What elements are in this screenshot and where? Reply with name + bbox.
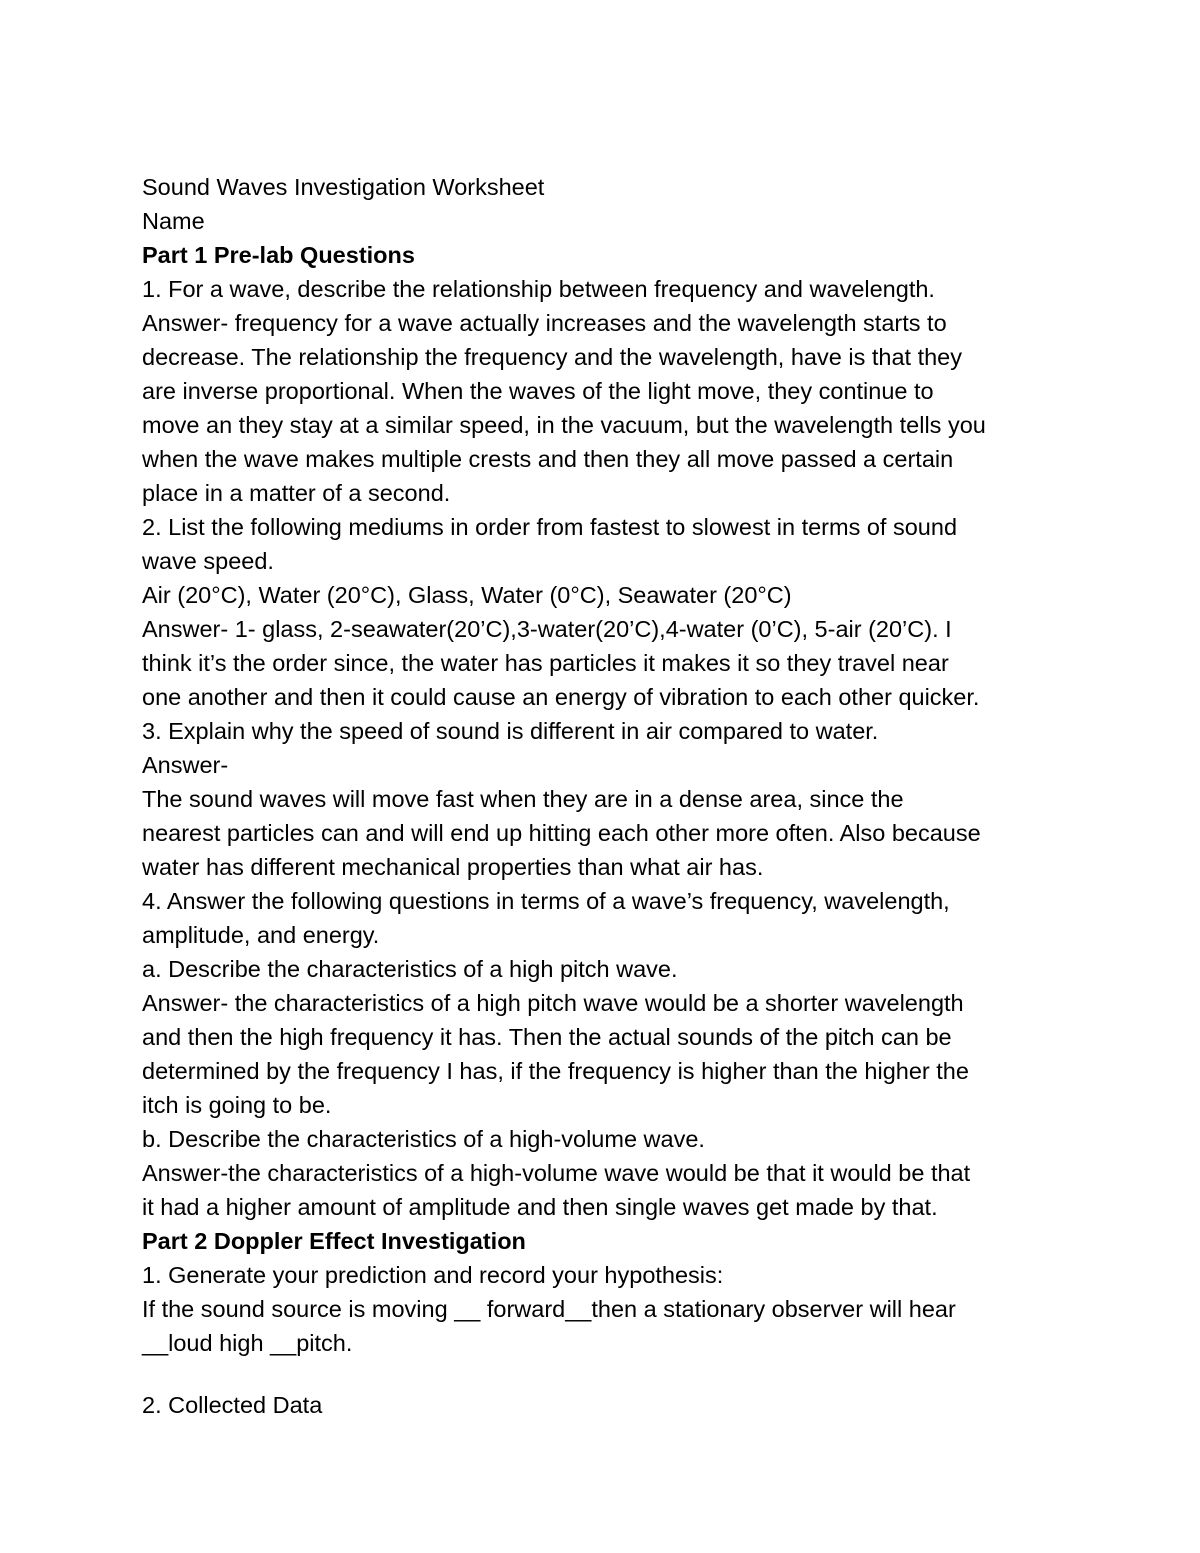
name-label: Name <box>142 208 205 234</box>
part1-line: Answer- <box>142 752 229 778</box>
part1-line: one another and then it could cause an energy of vibration to each other quicker. <box>142 684 980 710</box>
part1-heading: Part 1 Pre-lab Questions <box>142 242 415 268</box>
part1-line: Answer- frequency for a wave actually increases and the wavelength starts to <box>142 310 947 336</box>
part1-line: move an they stay at a similar speed, in the vacuum, but the wavelength tells you <box>142 412 986 438</box>
part1-line: 3. Explain why the speed of sound is different in air compared to water. <box>142 718 879 744</box>
part1-line: nearest particles can and will end up hitting each other more often. Also because <box>142 820 981 846</box>
part2-line: __loud high __pitch. <box>142 1330 353 1356</box>
part1-line: are inverse proportional. When the waves of the light move, they continue to <box>142 378 934 404</box>
part1-line: place in a matter of a second. <box>142 480 451 506</box>
part1-line: itch is going to be. <box>142 1092 332 1118</box>
part1-line: determined by the frequency I has, if the frequency is higher than the higher the <box>142 1058 969 1084</box>
part1-line: wave speed. <box>142 548 274 574</box>
spacer <box>142 1360 1072 1388</box>
part2-line: 1. Generate your prediction and record your hypothesis: <box>142 1262 724 1288</box>
part1-line: The sound waves will move fast when they are in a dense area, since the <box>142 786 904 812</box>
part1-line: when the wave makes multiple crests and then they all move passed a certain <box>142 446 954 472</box>
part1-line: amplitude, and energy. <box>142 922 380 948</box>
part1-line: b. Describe the characteristics of a high-volume wave. <box>142 1126 705 1152</box>
part1-line: decrease. The relationship the frequency and the wavelength, have is that they <box>142 344 962 370</box>
part1-line: a. Describe the characteristics of a high pitch wave. <box>142 956 678 982</box>
part1-line: Answer- 1- glass, 2-seawater(20’C),3-water(20’C),4-water (0’C), 5-air (20’C). I <box>142 616 952 642</box>
part1-line: Answer-the characteristics of a high-volume wave would be that it would be that <box>142 1160 971 1186</box>
part1-line: and then the high frequency it has. Then the actual sounds of the pitch can be <box>142 1024 952 1050</box>
part1-line: Answer- the characteristics of a high pitch wave would be a shorter wavelength <box>142 990 964 1016</box>
document-body <box>142 170 1072 1422</box>
document-title: Sound Waves Investigation Worksheet <box>142 174 545 200</box>
part1-line: 1. For a wave, describe the relationship between frequency and wavelength. <box>142 276 935 302</box>
collected-data-heading: 2. Collected Data <box>142 1392 323 1418</box>
part1-line: water has different mechanical properties than what air has. <box>142 854 764 880</box>
part2-heading: Part 2 Doppler Effect Investigation <box>142 1228 526 1254</box>
part1-line: it had a higher amount of amplitude and then single waves get made by that. <box>142 1194 938 1220</box>
part1-line: 2. List the following mediums in order from fastest to slowest in terms of sound <box>142 514 958 540</box>
part1-line: Air (20°C), Water (20°C), Glass, Water (0°C), Seawater (20°C) <box>142 582 792 608</box>
part1-line: think it’s the order since, the water has particles it makes it so they travel near <box>142 650 949 676</box>
part1-line: 4. Answer the following questions in terms of a wave’s frequency, wavelength, <box>142 888 950 914</box>
part2-line: If the sound source is moving __ forward__then a stationary observer will hear <box>142 1296 956 1322</box>
